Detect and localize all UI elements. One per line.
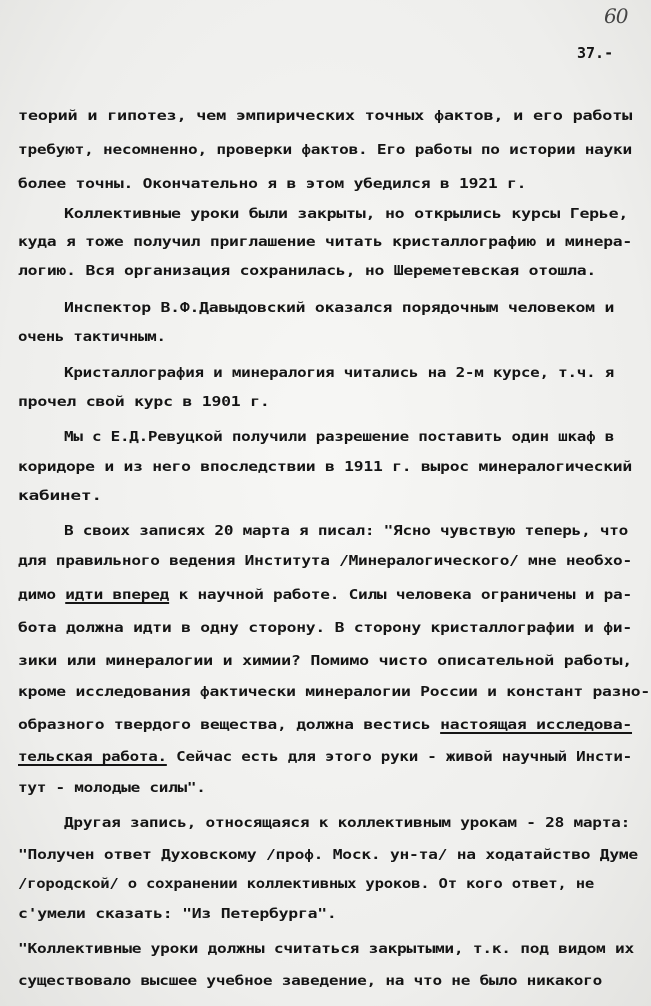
underlined-phrase: настоящая исследова- xyxy=(440,717,633,733)
handwritten-archive-number: 60 xyxy=(604,4,628,28)
text-line: Мы с Е.Д.Ревуцкой получили разрешение поставить один шкаф в xyxy=(64,429,615,445)
text-line xyxy=(18,716,632,734)
text-line xyxy=(18,586,632,604)
text-line: коридоре и из него впоследствии в 1911 г. вырос минералогический xyxy=(18,459,632,475)
text-line: прочел свой курс в 1901 г. xyxy=(18,394,270,410)
text-line: Кристаллография и минералогия читались на 2-м курсе, т.ч. я xyxy=(64,365,615,381)
text-line: кабинет. xyxy=(18,488,102,504)
text-line: зики или минералогии и химии? Помимо чисто описательной работы, xyxy=(18,653,633,669)
text-line: Коллективные уроки были закрыты, но открылись курсы Герье, xyxy=(64,206,629,222)
text-segment: димо xyxy=(18,587,66,603)
text-line: более точны. Окончательно я в этом убедился в 1921 г. xyxy=(18,176,527,192)
text-line: Инспектор В.Ф.Давыдовский оказался порядочным человеком и xyxy=(64,300,615,316)
text-line: кроме исследования фактически минералогии России и констант разно- xyxy=(18,684,650,700)
text-line: для правильного ведения Института /Минералогического/ мне необхо- xyxy=(18,553,632,569)
text-line: Другая запись, относящаяся к коллективным урокам - 28 марта: xyxy=(64,815,631,831)
text-line: В своих записях 20 марта я писал: "Ясно чувствую теперь, что xyxy=(64,523,629,539)
text-line: с'умели сказать: "Из Петербурга". xyxy=(18,906,337,922)
text-line xyxy=(18,748,632,766)
text-line: "Коллективные уроки должны считаться закрытыми, т.к. под видом их xyxy=(18,941,634,957)
underlined-phrase: идти вперед xyxy=(65,587,170,603)
text-segment: Сейчас есть для этого руки - живой научный Инсти- xyxy=(166,749,632,765)
page-number: 37.- xyxy=(577,44,614,62)
text-segment: образного твердого вещества, должна вестись xyxy=(18,717,441,733)
text-line: очень тактичным. xyxy=(18,329,166,345)
text-line: логию. Вся организация сохранилась, но Шереметевская отошла. xyxy=(18,263,597,279)
text-line: куда я тоже получил приглашение читать кристаллографию и минера- xyxy=(18,234,632,250)
underlined-phrase: тельская работа. xyxy=(18,749,167,765)
text-line: существовало высшее учебное заведение, на что не было никакого xyxy=(18,973,603,989)
text-line: требуют, несомненно, проверки фактов. Его работы по истории науки xyxy=(18,142,632,158)
text-line: теорий и гипотез, чем эмпирических точных фактов, и его работы xyxy=(18,108,633,124)
text-line: тут - молодые силы". xyxy=(18,780,206,796)
text-segment: к научной работе. Силы человека ограничены и ра- xyxy=(169,587,632,603)
text-line: /городской/ о сохранении коллективных уроков. От кого ответ, не xyxy=(18,876,595,892)
text-line: "Получен ответ Духовскому /проф. Моск. ун-та/ на ходатайство Думе xyxy=(18,847,638,863)
text-line: бота должна идти в одну сторону. В сторону кристаллографии и фи- xyxy=(18,620,632,636)
